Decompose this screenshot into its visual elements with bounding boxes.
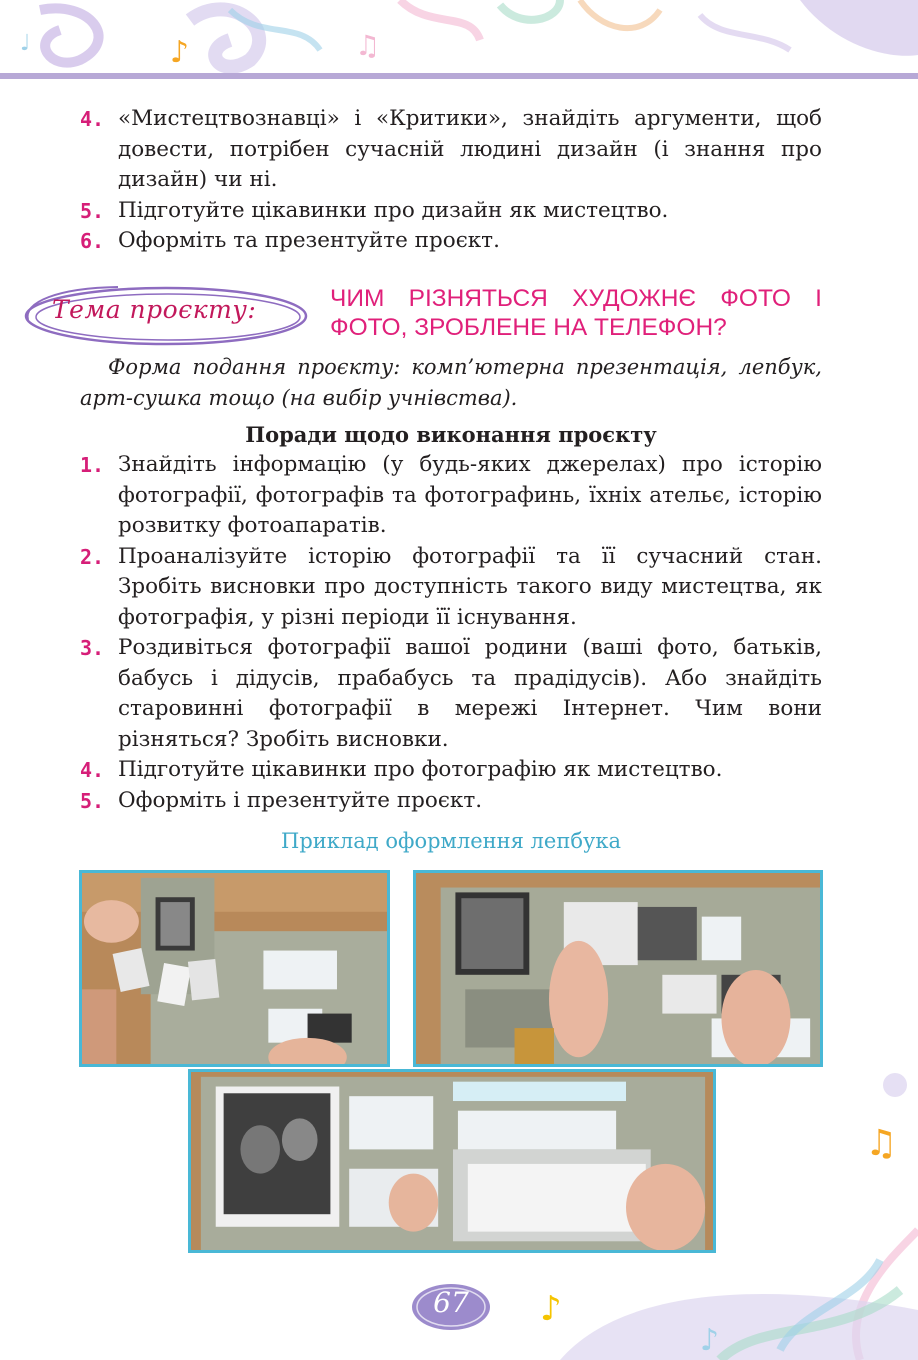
page-number: 67	[433, 1286, 469, 1319]
list-item	[80, 633, 822, 755]
list-item-number: 4.	[80, 758, 105, 782]
svg-text:♫: ♫	[355, 29, 381, 62]
list-item-text: Підготуйте цікавинки про фотографію як мистецтво.	[118, 757, 723, 782]
list-item-text: Оформіть та презентуйте проєкт.	[118, 228, 500, 253]
theme-title: ЧИМ РІЗНЯТЬСЯ ХУДОЖНЄ ФОТО І ФОТО, ЗРОБЛЕНЕ НА ТЕЛЕФОН?	[330, 285, 822, 341]
list-item-number: 6.	[80, 229, 105, 253]
list-item-text: Підготуйте цікавинки про дизайн як мистецтво.	[118, 197, 669, 223]
list-item	[80, 786, 822, 817]
list-item	[80, 450, 822, 542]
tips-heading: Поради щодо виконання проєкту	[245, 422, 657, 447]
svg-text:♪: ♪	[700, 1323, 720, 1358]
header-rule	[0, 73, 918, 79]
list-item-text: «Мистецтвознавці» і «Критики», знайдіть аргументи, щоб довести, потрібен сучасній людині дизайн (і знання про дизайн) чи ні.	[118, 106, 822, 192]
example-heading: Приклад оформлення лепбука	[281, 829, 621, 853]
list-item-number: 5.	[80, 198, 105, 223]
svg-text:♪: ♪	[170, 35, 190, 70]
list-item	[80, 104, 822, 196]
list-item-number: 5.	[80, 788, 105, 813]
lapbook-photo	[79, 870, 390, 1067]
svg-text:♪: ♪	[540, 1289, 562, 1329]
lapbook-photo	[413, 870, 823, 1067]
assignment-list	[80, 104, 822, 257]
list-item-number: 2.	[80, 544, 105, 569]
form-note: Форма подання проєкту: комп’ютерна презентація, лепбук, арт-сушка тощо (на вибір учнівства).	[80, 355, 822, 410]
list-item	[80, 755, 822, 786]
list-item-text: Проаналізуйте історію фотографії та її сучасний стан. Зробіть висновки про доступність такого виду мистецтва, як фотографія, у різні періоди її існування.	[118, 543, 822, 630]
list-item-text: Знайдіть інформацію (у будь-яких джерелах) про історію фотографії, фотографів та фотографинь, їхніх ательє, історію розвитку фотоапаратів.	[118, 452, 822, 538]
list-item-number: 3.	[80, 636, 105, 660]
list-item	[80, 196, 822, 227]
theme-label: Тема проєкту:	[52, 295, 257, 324]
tips-list	[80, 450, 822, 816]
list-item	[80, 226, 822, 257]
list-item-number: 4.	[80, 107, 105, 131]
svg-text:♩: ♩	[20, 31, 31, 56]
list-item	[80, 542, 822, 634]
list-item-number: 1.	[80, 453, 105, 477]
list-item-text: Оформіть і презентуйте проєкт.	[118, 787, 483, 813]
svg-text:♫: ♫	[865, 1123, 898, 1164]
list-item-text: Роздивіться фотографії вашої родини (ваші фото, батьків, бабусь і дідусів, прабабусь та прадідусів). Або знайдіть старовинні фотографії в мережі Інтернет. Чим вони різняться? Зробіть висновки.	[118, 635, 822, 752]
